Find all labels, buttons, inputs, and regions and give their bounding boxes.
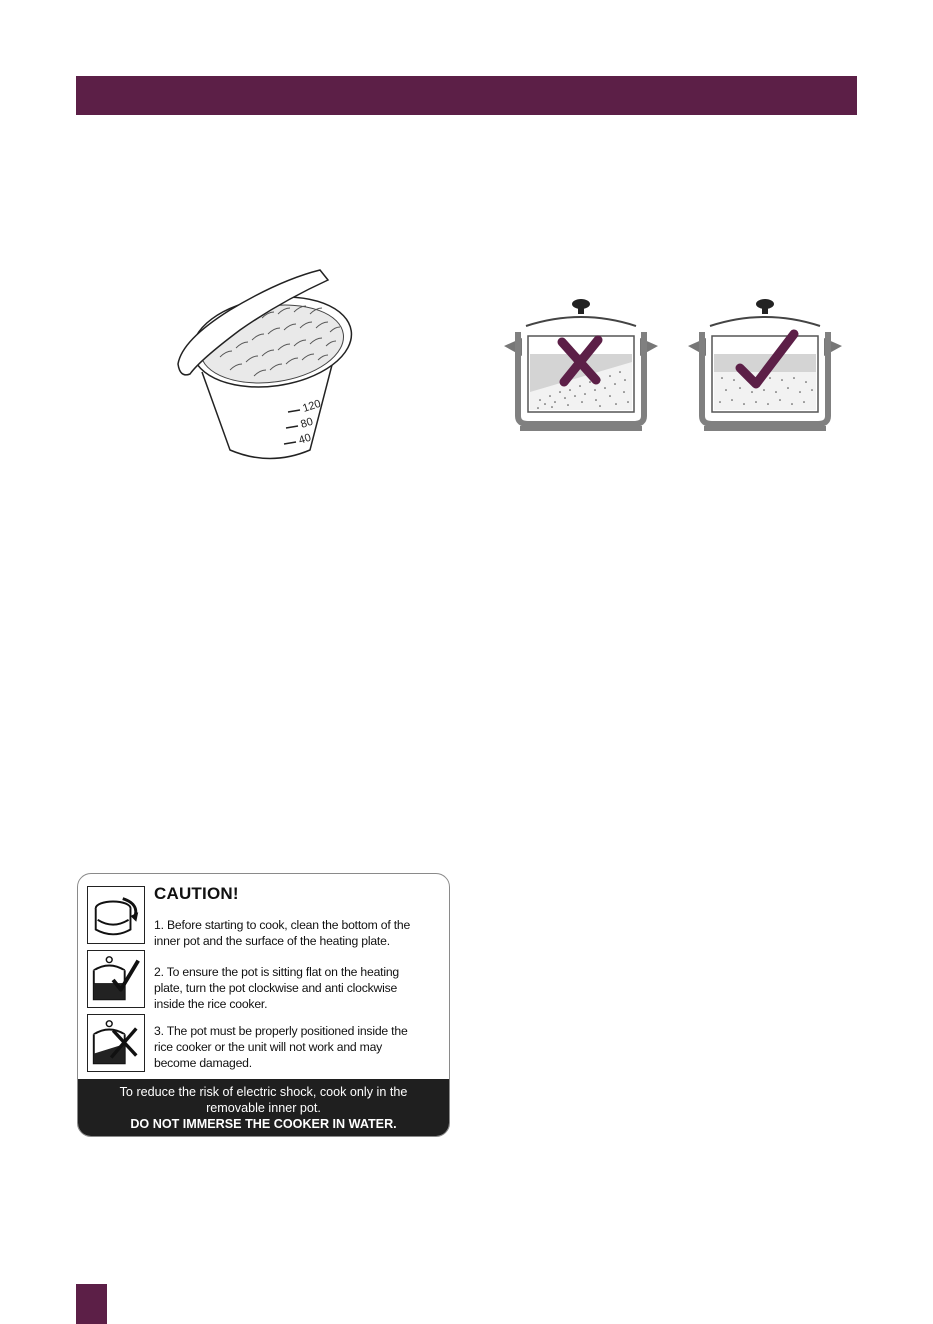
- pot-uneven-rice-illustration: [500, 296, 662, 432]
- caution-panel: [77, 873, 450, 1137]
- electric-shock-warning: [78, 1079, 449, 1137]
- caution-item-3-line-1: 3. The pot must be properly positioned inside the: [154, 1024, 408, 1038]
- pot-rotate-icon: [87, 886, 145, 944]
- caution-item-2: [154, 964, 446, 1012]
- caution-item-1: [154, 917, 446, 949]
- caution-item-2-line-2: plate, turn the pot clockwise and anti clockwise: [154, 981, 398, 995]
- measuring-cup-illustration: [160, 262, 360, 467]
- pot-check-icon: [87, 950, 145, 1008]
- caution-item-1-line-1: 1. Before starting to cook, clean the bottom of the: [154, 918, 411, 932]
- page-number-tab: [76, 1284, 107, 1324]
- warning-line-2: removable inner pot.: [206, 1101, 321, 1115]
- warning-line-1: To reduce the risk of electric shock, cook only in the: [119, 1085, 408, 1099]
- pot-cross-icon: [87, 1014, 145, 1072]
- pot-level-rice-illustration: [684, 296, 846, 432]
- caution-item-2-line-1: 2. To ensure the pot is sitting flat on the heating: [154, 965, 400, 979]
- header-bar: [76, 76, 857, 115]
- caution-item-3: [154, 1023, 446, 1071]
- caution-item-3-line-2: rice cooker or the unit will not work and may: [154, 1040, 383, 1054]
- caution-item-2-line-3: inside the rice cooker.: [154, 997, 268, 1011]
- caution-title: CAUTION!: [154, 884, 239, 903]
- caution-item-3-line-3: become damaged.: [154, 1056, 252, 1070]
- caution-item-1-line-2: inner pot and the surface of the heating plate.: [154, 934, 390, 948]
- warning-line-3: DO NOT IMMERSE THE COOKER IN WATER.: [130, 1117, 397, 1131]
- cup-mark-80: 80: [299, 415, 315, 431]
- cup-mark-120: 120: [301, 397, 323, 415]
- cup-mark-40: 40: [297, 431, 313, 447]
